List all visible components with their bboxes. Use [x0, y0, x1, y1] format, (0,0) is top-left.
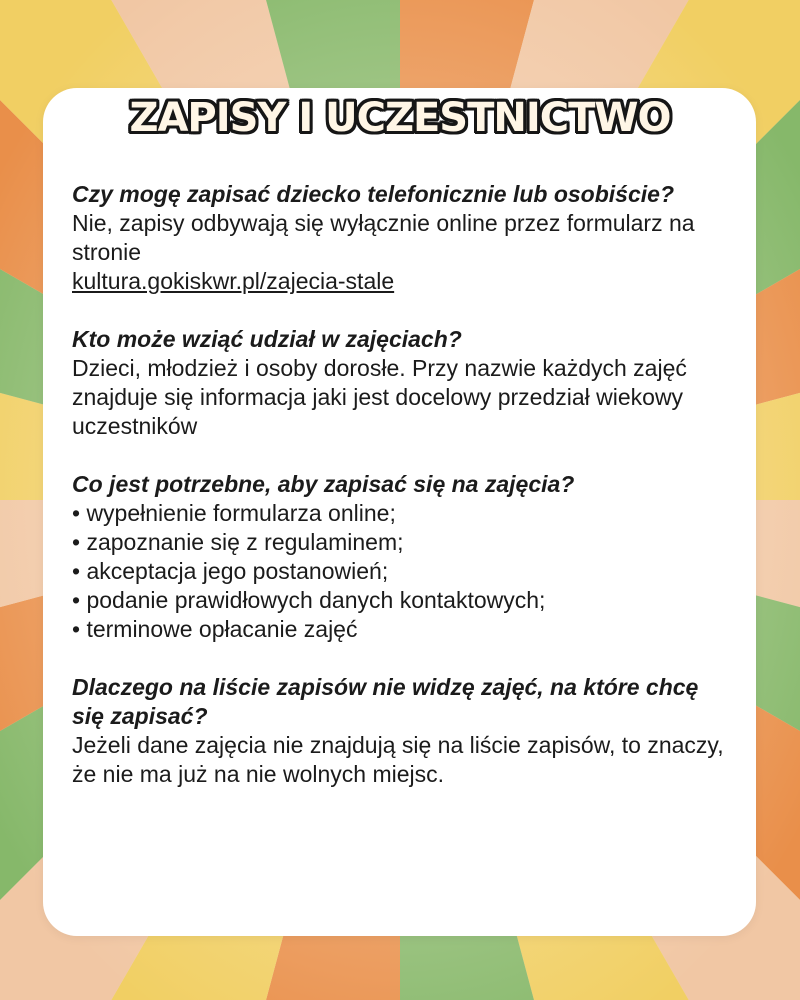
faq-answer-text: Nie, zapisy odbywają się wyłącznie online przez formularz na stronie — [72, 210, 695, 265]
faq-item-phone-signup — [72, 180, 732, 296]
requirements-list — [72, 499, 732, 644]
faq-content — [72, 180, 732, 818]
faq-question: Kto może wziąć udział w zajęciach? — [72, 326, 462, 352]
list-item: • wypełnienie formularza online; — [72, 500, 396, 526]
faq-question: Czy mogę zapisać dziecko telefonicznie lub osobiście? — [72, 181, 674, 207]
faq-item-requirements — [72, 470, 732, 644]
faq-answer — [72, 209, 732, 296]
faq-answer: Jeżeli dane zajęcia nie znajdują się na liście zapisów, to znaczy, że nie ma już na nie wolnych miejsc. — [72, 732, 724, 787]
list-item: • terminowe opłacanie zajęć — [72, 616, 358, 642]
faq-item-missing-classes — [72, 673, 732, 789]
faq-question: Co jest potrzebne, aby zapisać się na zajęcia? — [72, 471, 575, 497]
signup-link[interactable]: kultura.gokiskwr.pl/zajecia-stale — [72, 268, 395, 294]
faq-answer: Dzieci, młodzież i osoby dorosłe. Przy nazwie każdych zajęć znajduje się informacja jaki jest docelowy przedział wiekowy uczestników — [72, 355, 687, 439]
page-title: ZAPISY I UCZESTNICTWO — [129, 95, 671, 141]
faq-item-who-can-join — [72, 325, 732, 441]
list-item: • akceptacja jego postanowień; — [72, 558, 389, 584]
list-item: • zapoznanie się z regulaminem; — [72, 529, 404, 555]
list-item: • podanie prawidłowych danych kontaktowych; — [72, 587, 546, 613]
faq-question: Dlaczego na liście zapisów nie widzę zajęć, na które chcę się zapisać? — [72, 674, 699, 729]
